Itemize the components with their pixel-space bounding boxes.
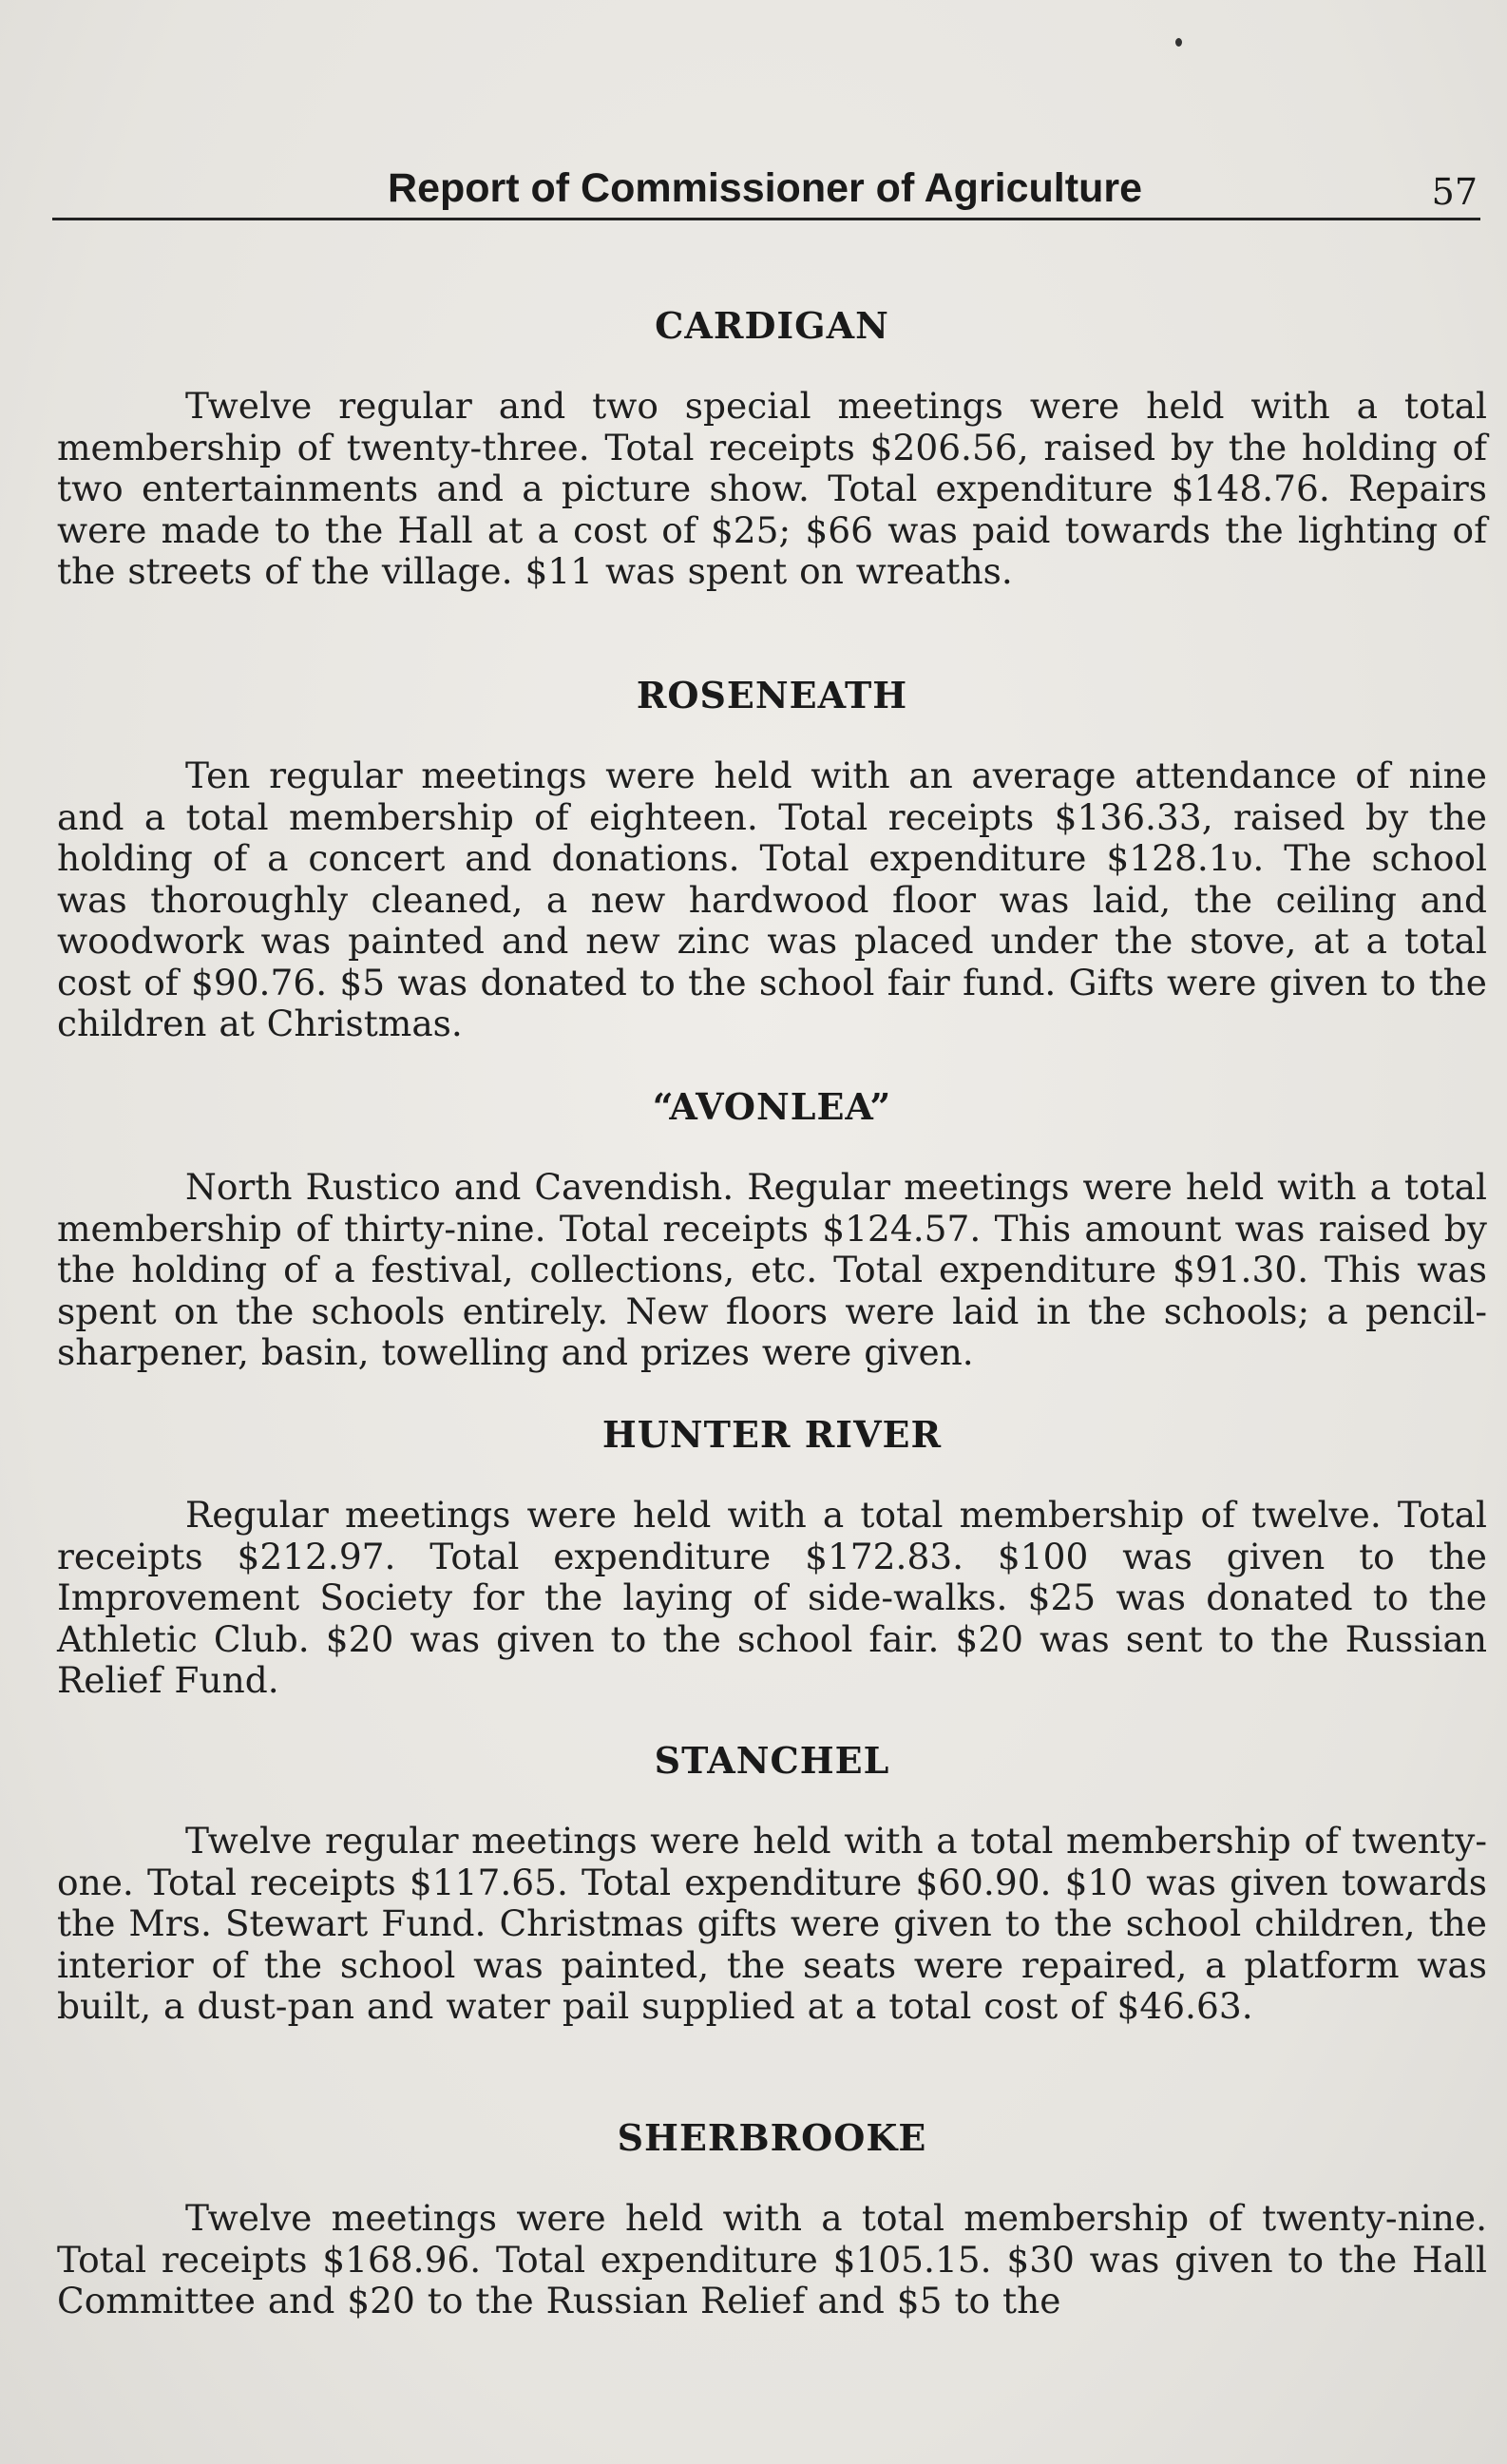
section-heading: STANCHEL: [654, 1739, 890, 1782]
section-body: Regular meetings were held with a total membership of twelve. Total receipts $212.97. Total expenditure $172.83. $100 was given to the Improvement Society for the laying of side-walks. $25 was donated to the Athletic Club. $20 was given to the school fair. $20 was sent to the Russian Relief Fund.: [57, 1494, 1487, 1701]
running-head: [52, 163, 1478, 220]
section-roseneath: [57, 672, 1487, 1045]
section-hunter-river: [57, 1411, 1487, 1702]
section-body: North Rustico and Cavendish. Regular meetings were held with a total membership of thirty-nine. Total receipts $124.57. This amount was raised by the holding of a festival, collections, etc. Total expenditure $91.30. This was spent on the schools entirely. New floors were laid in the schools; a pencil-sharpener, basin, towelling and prizes were given.: [57, 1166, 1487, 1373]
section-heading: HUNTER RIVER: [601, 1413, 943, 1456]
section-body: Twelve regular and two special meetings were held with a total membership of twenty-three. Total receipts $206.56, raised by the holding of two entertainments and a picture show. Total expenditure $148.76. Repairs were made to the Hall at a cost of $25; $66 was paid towards the lighting of the streets of the village. $11 was spent on wreaths.: [57, 385, 1487, 592]
section-heading: “AVONLEA”: [652, 1085, 892, 1128]
page-number: 57: [1431, 171, 1478, 213]
section-heading: CARDIGAN: [655, 304, 889, 347]
ink-speck: [1175, 38, 1182, 47]
section-stanchel: [57, 1737, 1487, 2028]
section-body: Ten regular meetings were held with an average attendance of nine and a total membership of eighteen. Total receipts $136.33, raised by the holding of a concert and donations. Total expenditure $128.1υ. The school was thoroughly cleaned, a new hardwood floor was laid, the ceiling and woodwork was painted and new zinc was placed under the stove, at a total cost of $90.76. $5 was donated to the school fair fund. Gifts were given to the children at Christmas.: [57, 754, 1487, 1044]
section-heading: ROSENEATH: [636, 674, 908, 716]
header-rule: [52, 218, 1480, 220]
section-heading: SHERBROOKE: [617, 2116, 927, 2159]
section-avonlea: [57, 1083, 1487, 1374]
running-title: Report of Commissioner of Agriculture: [388, 165, 1142, 211]
section-body: Twelve regular meetings were held with a total membership of twenty-one. Total receipts $117.65. Total expenditure $60.90. $10 was given towards the Mrs. Stewart Fund. Christmas gifts were given to the school children, the interior of the school was painted, the seats were repaired, a platform was built, a dust-pan and water pail supplied at a total cost of $46.63.: [57, 1820, 1487, 2027]
section-sherbrooke: [57, 2114, 1487, 2322]
section-cardigan: [57, 302, 1487, 593]
section-body: Twelve meetings were held with a total membership of twenty-nine. Total receipts $168.96. Total expenditure $105.15. $30 was given to the Hall Committee and $20 to the Russian Relief and $5 to the: [57, 2197, 1487, 2321]
